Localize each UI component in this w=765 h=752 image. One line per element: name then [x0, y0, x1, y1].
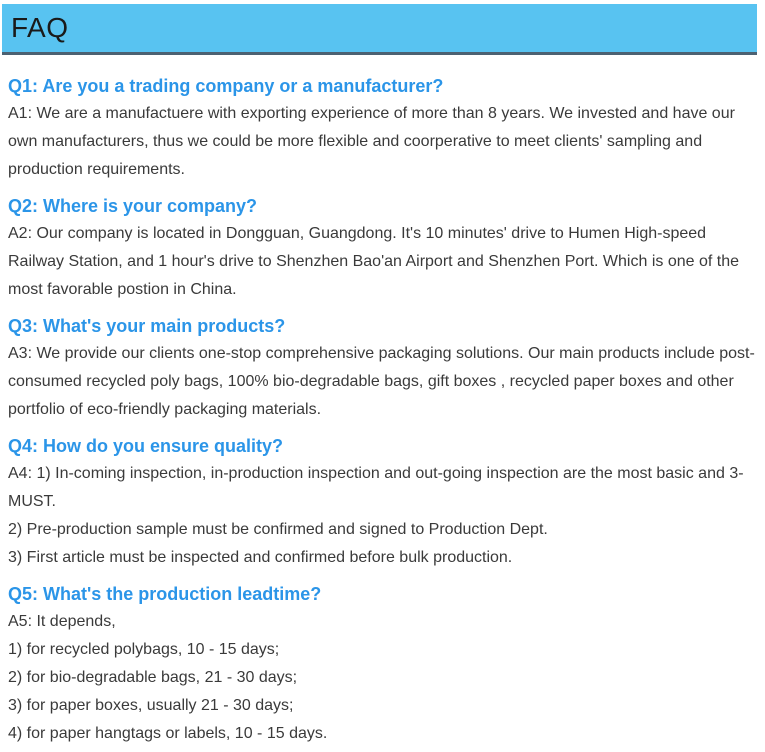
- faq-item-4: [8, 435, 755, 572]
- faq-item-5: [8, 583, 755, 748]
- faq-item-3: [8, 315, 755, 424]
- faq-question-4: Q4: How do you ensure quality?: [8, 436, 284, 456]
- faq-content: [0, 75, 765, 748]
- faq-page-title: FAQ: [11, 12, 69, 43]
- faq-answer-4-line-1: A4: 1) In-coming inspection, in-production inspection and out-going inspection are the most basic and 3-MUST.: [8, 465, 744, 510]
- faq-answer-4-line-3: 3) First article must be inspected and confirmed before bulk production.: [8, 549, 513, 566]
- faq-answer-3: A3: We provide our clients one-stop comprehensive packaging solutions. Our main products include post-consumed recycled poly bags, 100% bio-degradable bags, gift boxes , recycled paper boxes and other portfolio of eco-friendly packaging materials.: [8, 345, 755, 418]
- faq-item-2: [8, 195, 755, 304]
- faq-answer-5-line-1: A5: It depends,: [8, 613, 116, 630]
- faq-question-1: Q1: Are you a trading company or a manufacturer?: [8, 76, 444, 96]
- faq-answer-4-line-2: 2) Pre-production sample must be confirmed and signed to Production Dept.: [8, 521, 548, 538]
- faq-answer-5-line-3: 2) for bio-degradable bags, 21 - 30 days;: [8, 669, 298, 686]
- faq-answer-1: A1: We are a manufactuere with exporting experience of more than 8 years. We invested and have our own manufacturers, thus we could be more flexible and coorperative to meet clients' sampling and production requirements.: [8, 105, 735, 178]
- faq-header-bar: [2, 4, 757, 55]
- faq-item-1: [8, 75, 755, 184]
- faq-question-3: Q3: What's your main products?: [8, 316, 286, 336]
- faq-answer-5-line-4: 3) for paper boxes, usually 21 - 30 days;: [8, 697, 294, 714]
- faq-answer-2: A2: Our company is located in Dongguan, Guangdong. It's 10 minutes' drive to Humen High-speed Railway Station, and 1 hour's drive to Shenzhen Bao'an Airport and Shenzhen Port. Which is one of the most favorable postion in China.: [8, 225, 739, 298]
- faq-question-2: Q2: Where is your company?: [8, 196, 258, 216]
- faq-question-5: Q5: What's the production leadtime?: [8, 584, 322, 604]
- faq-answer-5-line-5: 4) for paper hangtags or labels, 10 - 15 days.: [8, 725, 328, 742]
- faq-answer-5-line-2: 1) for recycled polybags, 10 - 15 days;: [8, 641, 280, 658]
